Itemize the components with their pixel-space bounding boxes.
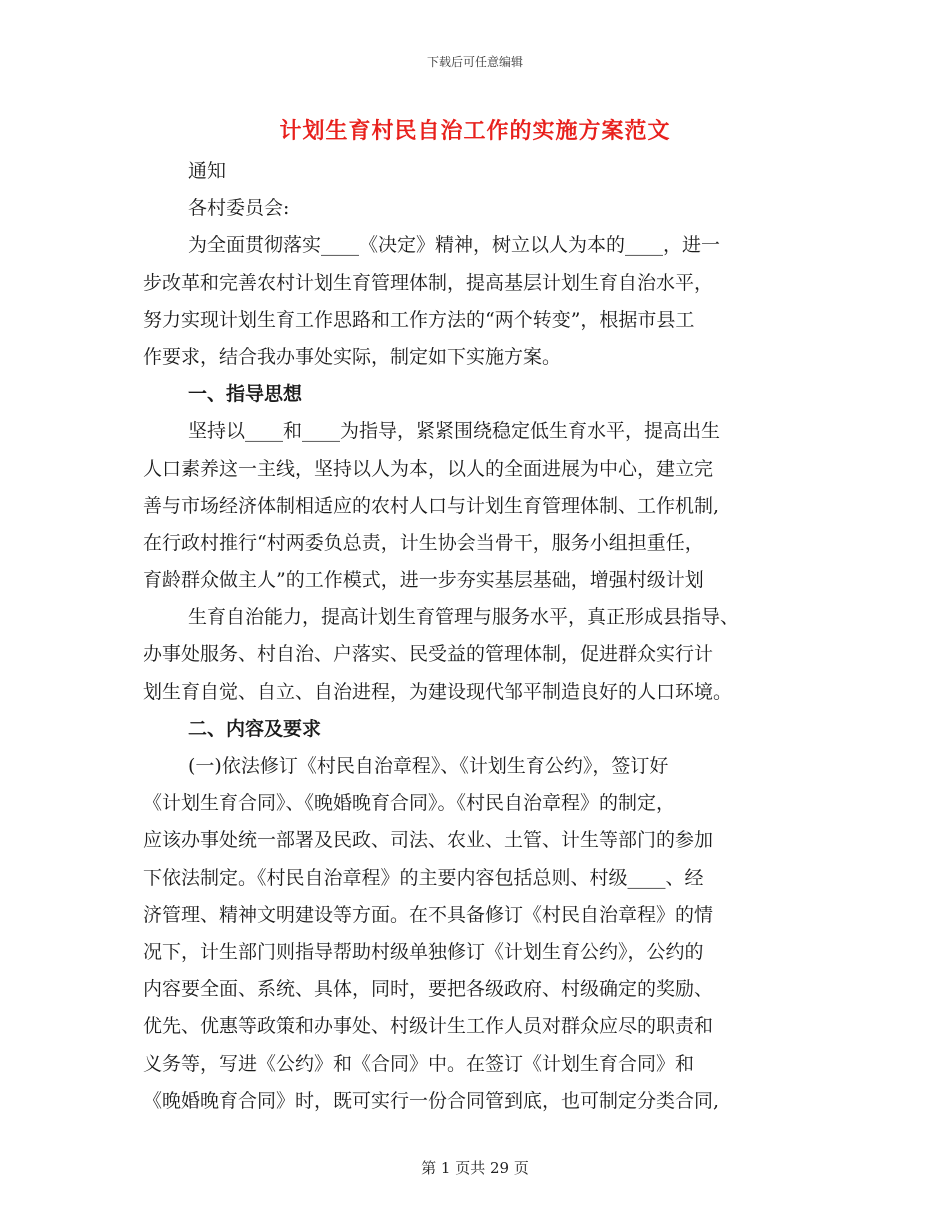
body-line: 《晚婚晚育合同》时，既可实行一份合同管到底，也可制定分类合同, bbox=[143, 1089, 720, 1112]
document-body bbox=[143, 153, 823, 1120]
body-line: 划生育自觉、自立、自治进程，为建设现代邹平制造良好的人口环境。 bbox=[143, 680, 733, 703]
body-line: 在行政村推行“村两委负总责，计生协会当骨干，服务小组担重任， bbox=[143, 531, 704, 554]
body-line: 办事处服务、村自治、户落实、民受益的管理体制，促进群众实行计 bbox=[143, 643, 714, 666]
body-line: (一)依法修订《村民自治章程》、《计划生育公约》，签订好 bbox=[188, 755, 669, 777]
body-line: 为全面贯彻落实____《决定》精神，树立以人为本的____，进一 bbox=[188, 234, 721, 257]
body-line: 步改革和完善农村计划生育管理体制，提高基层计划生育自治水平， bbox=[143, 271, 714, 294]
section-heading: 一、指导思想 bbox=[188, 383, 303, 406]
body-line: 善与市场经济体制相适应的农村人口与计划生育管理体制、工作机制, bbox=[143, 494, 720, 517]
body-line: 通知 bbox=[188, 160, 227, 182]
body-line: 优先、优惠等政策和办事处、村级计生工作人员对群众应尽的职责和 bbox=[143, 1015, 714, 1038]
section-heading: 二、内容及要求 bbox=[188, 717, 322, 740]
body-line: 坚持以____和____为指导，紧紧围绕稳定低生育水平，提高出生 bbox=[188, 420, 721, 443]
body-line: 义务等，写进《公约》和《合同》中。在签订《计划生育合同》和 bbox=[143, 1052, 695, 1075]
body-line: 努力实现计划生育工作思路和工作方法的“两个转变”，根据市县工 bbox=[143, 308, 695, 331]
body-line: 应该办事处统一部署及民政、司法、农业、土管、计生等部门的参加 bbox=[143, 829, 714, 852]
document-title: 计划生育村民自治工作的实施方案范文 bbox=[279, 118, 671, 144]
header-note: 下载后可任意编辑 bbox=[426, 55, 523, 69]
body-line: 内容要全面、系统、具体，同时，要把各级政府、村级确定的奖励、 bbox=[143, 978, 714, 1001]
body-line: 《计划生育合同》、《晚婚晚育合同》。《村民自治章程》的制定， bbox=[143, 792, 676, 815]
body-line: 作要求，结合我办事处实际，制定如下实施方案。 bbox=[143, 345, 562, 368]
body-line: 各村委员会: bbox=[188, 197, 290, 220]
body-line: 况下，计生部门则指导帮助村级单独修订《计划生育公约》，公约的 bbox=[143, 940, 704, 963]
body-line: 济管理、精神文明建设等方面。在不具备修订《村民自治章程》的情 bbox=[143, 903, 714, 926]
body-line: 下依法制定。《村民自治章程》的主要内容包括总则、村级____、经 bbox=[143, 866, 704, 889]
body-line: 育龄群众做主人”的工作模式，进一步夯实基层基础，增强村级计划 bbox=[143, 569, 704, 592]
body-line: 生育自治能力，提高计划生育管理与服务水平，真正形成县指导、 bbox=[188, 606, 740, 629]
body-line: 人口素养这一主线，坚持以人为本，以人的全面进展为中心，建立完 bbox=[143, 457, 714, 480]
page-number: 第 1 页共 29 页 bbox=[421, 1159, 529, 1177]
